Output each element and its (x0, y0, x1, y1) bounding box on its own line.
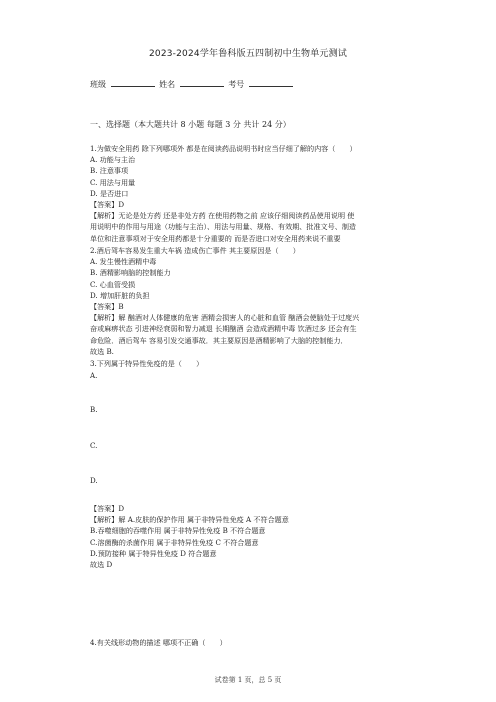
analysis-line: 【解析】解 A.皮肤的保护作用 属于非特异性免疫 A 不符合题意 (90, 515, 289, 525)
option: B. (90, 405, 98, 415)
name-blank (180, 79, 224, 87)
question-3 (90, 358, 410, 570)
class-blank (111, 79, 155, 87)
exam-no-label: 考号 (228, 80, 245, 89)
question-stem: 4.有关线形动物的描述 哪项不正确（ ） (90, 638, 227, 647)
question-stem: 3.下列属于特异性免疫的是（ ） (90, 359, 204, 368)
exam-no-blank (249, 79, 293, 87)
option: D. 增加肝脏的负担 (90, 290, 150, 300)
analysis-line: 【解析】无论是处方药 还是非处方药 在使用药物之前 应该仔细阅读药品使用说明 使 (90, 211, 355, 221)
question-1 (90, 143, 410, 244)
option: C. 心血管受损 (90, 279, 136, 289)
analysis-line: 故选 B. (90, 346, 114, 356)
page-title: 2023-2024学年鲁科版五四制初中生物单元测试 (148, 49, 348, 59)
analysis-line: 用说明中的作用与用途（功能与主治）、用法与用量、规格、有效期、批准文号、制造 (90, 222, 357, 232)
analysis-line: 命危险．酒后驾车 容易引发交通事故．其主要原因是酒精影响了大脑的控制能力． (90, 335, 348, 345)
student-info-line (90, 79, 295, 90)
analysis-line: B.吞噬细胞的吞噬作用 属于非特异性免疫 B 不符合题意 (90, 526, 266, 536)
option: A. 功能与主治 (90, 155, 136, 165)
analysis-line: 【解析】解 酗酒对人体健康的危害 酒精会损害人的心脏和血管 酗酒会使脑处于过度兴 (90, 313, 360, 323)
answer: 【答案】D (90, 200, 125, 210)
class-label: 班级 (90, 80, 106, 89)
option: A. (90, 371, 98, 381)
name-label: 姓名 (159, 80, 176, 89)
option: D. (90, 475, 98, 485)
section-heading: 一、选择题（本大题共计 8 小题 每题 3 分 共计 24 分） (90, 120, 291, 129)
option: B. 酒精影响脑的控制能力 (90, 268, 171, 278)
option: A. 发生慢性酒精中毒 (90, 257, 157, 267)
question-4 (90, 637, 410, 648)
analysis-line: 故选 D (90, 560, 113, 570)
option: D. 是否进口 (90, 188, 129, 198)
question-stem: 2.酒后驾车容易发生重大车祸 造成伤亡事件 其主要原因是（ ） (90, 246, 300, 255)
answer: 【答案】B (90, 302, 124, 312)
option: C. 用法与用量 (90, 177, 136, 187)
question-2 (90, 245, 410, 357)
analysis-line: 奋或麻痹状态 引进神经衰弱和智力减退 长期酗酒 会造成酒精中毒 饮酒过多 还会有生 (90, 324, 357, 334)
analysis-line: C.溶菌酶的杀菌作用 属于非特异性免疫 C 不符合题意 (90, 537, 259, 547)
question-stem: 1.为做安全用药 除下列哪项外 都是在阅读药品说明书时应当仔细了解的内容（ ） (90, 144, 357, 153)
analysis-line: D.预防接种 属于特异性免疫 D 符合题意 (90, 548, 217, 558)
page-footer: 试卷第 1 页，总 5 页 (214, 676, 282, 684)
option: C. (90, 440, 98, 450)
answer: 【答案】D (90, 504, 125, 514)
analysis-line: 单位和注意事项对于安全用药都是十分重要的 而是否进口对安全用药来说不重要 (90, 233, 341, 243)
option: B. 注意事项 (90, 166, 129, 176)
